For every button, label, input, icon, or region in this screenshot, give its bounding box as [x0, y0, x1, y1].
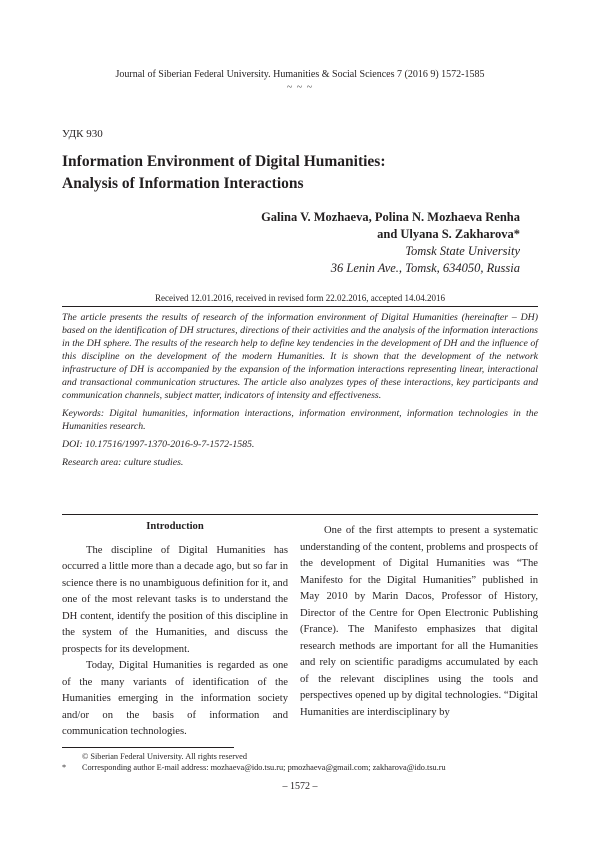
- journal-header: Journal of Siberian Federal University. Humanities & Social Sciences 7 (2016 9) 1572-1585: [115, 69, 485, 80]
- received-dates: Received 12.01.2016, received in revised form 22.02.2016, accepted 14.04.2016: [155, 293, 445, 303]
- corresponding-text: Corresponding author E-mail address: mozhaeva@ido.tsu.ru; pmozhaeva@gmail.com; zakharova@ido.tsu.ru: [82, 763, 446, 772]
- authors-line-2: and Ulyana S. Zakharova*: [377, 227, 520, 241]
- article-title: [62, 151, 542, 195]
- paragraph: Today, Digital Humanities is regarded as one of the many variants of identification of the Humanities emerging in the information society and/or on the basis of information and communication technologies.: [62, 660, 288, 737]
- author-block: [261, 209, 520, 277]
- doi: DOI: 10.17516/1997-1370-2016-9-7-1572-1585.: [62, 439, 255, 450]
- footnote-rule: [62, 747, 234, 748]
- section-heading-introduction: Introduction: [146, 521, 204, 532]
- page-number: – 1572 –: [282, 781, 318, 792]
- abstract-bottom-rule: [62, 514, 538, 515]
- body-column-right: [300, 523, 538, 721]
- footnote-copyright: [62, 751, 542, 762]
- abstract-text: The article presents the results of research of the information environment of Digital Humanities (hereinafter – DH) based on the identification of DH structures, directions of their activities and the analysis of the information interactions in the DH sphere. The results of the research help to define key tendencies in the development of DH and the influence of this discipline on the development of the modern Humanities. It is shown that the development of the network infrastructure of DH is accompanied by the expansion of the information interactions representing linear, interactional and transactional communication structures. The article also analyzes types of these interactions, key participants and communication channels, subject matter, indicators of intensity and effectiveness.: [62, 312, 538, 401]
- body-column-left: [62, 519, 288, 741]
- abstract-block: [62, 311, 538, 474]
- research-area: Research area: culture studies.: [62, 457, 184, 468]
- authors-line-1: Galina V. Mozhaeva, Polina N. Mozhaeva Renha: [261, 210, 520, 224]
- footnote-star: *: [62, 763, 67, 772]
- address: 36 Lenin Ave., Tomsk, 634050, Russia: [330, 261, 520, 275]
- title-line-1: Information Environment of Digital Humanities:: [62, 153, 386, 170]
- keywords: Keywords: Digital humanities, information interactions, information environment, information technologies in the Humanities research.: [62, 408, 538, 432]
- affiliation: Tomsk State University: [405, 244, 520, 258]
- paragraph: One of the first attempts to present a systematic understanding of the content, problems and prospects of the development of Digital Humanities was “The Manifesto for the Digital Humanities” published in May 2010 by Marin Dacos, Professor of History, Director of the Centre for Open Electronic Publishing (France). The Manifesto emphasizes that digital research methods are important for all the Humanities and rely on scientific paradigms accumulated by each of the relevant disciplines using the tools and perspectives opened up by digital technologies. “Digital Humanities are interdisciplinary by: [300, 525, 538, 718]
- udk-code: УДК 930: [62, 128, 103, 140]
- title-line-2: Analysis of Information Interactions: [62, 175, 304, 192]
- abstract-top-rule: [62, 306, 538, 307]
- copyright-text: © Siberian Federal University. All rights reserved: [82, 752, 247, 761]
- header-ornament: ~ ~ ~: [286, 82, 314, 93]
- paragraph: The discipline of Digital Humanities has occurred a little more than a decade ago, but so far in science there is no unambiguous definition for it, and one of the most relevant tasks is to understand the DH content, identify the position of this discipline in the system of the Humanities, and discuss the prospects for its development.: [62, 544, 288, 655]
- footnote-corresponding: [62, 762, 542, 773]
